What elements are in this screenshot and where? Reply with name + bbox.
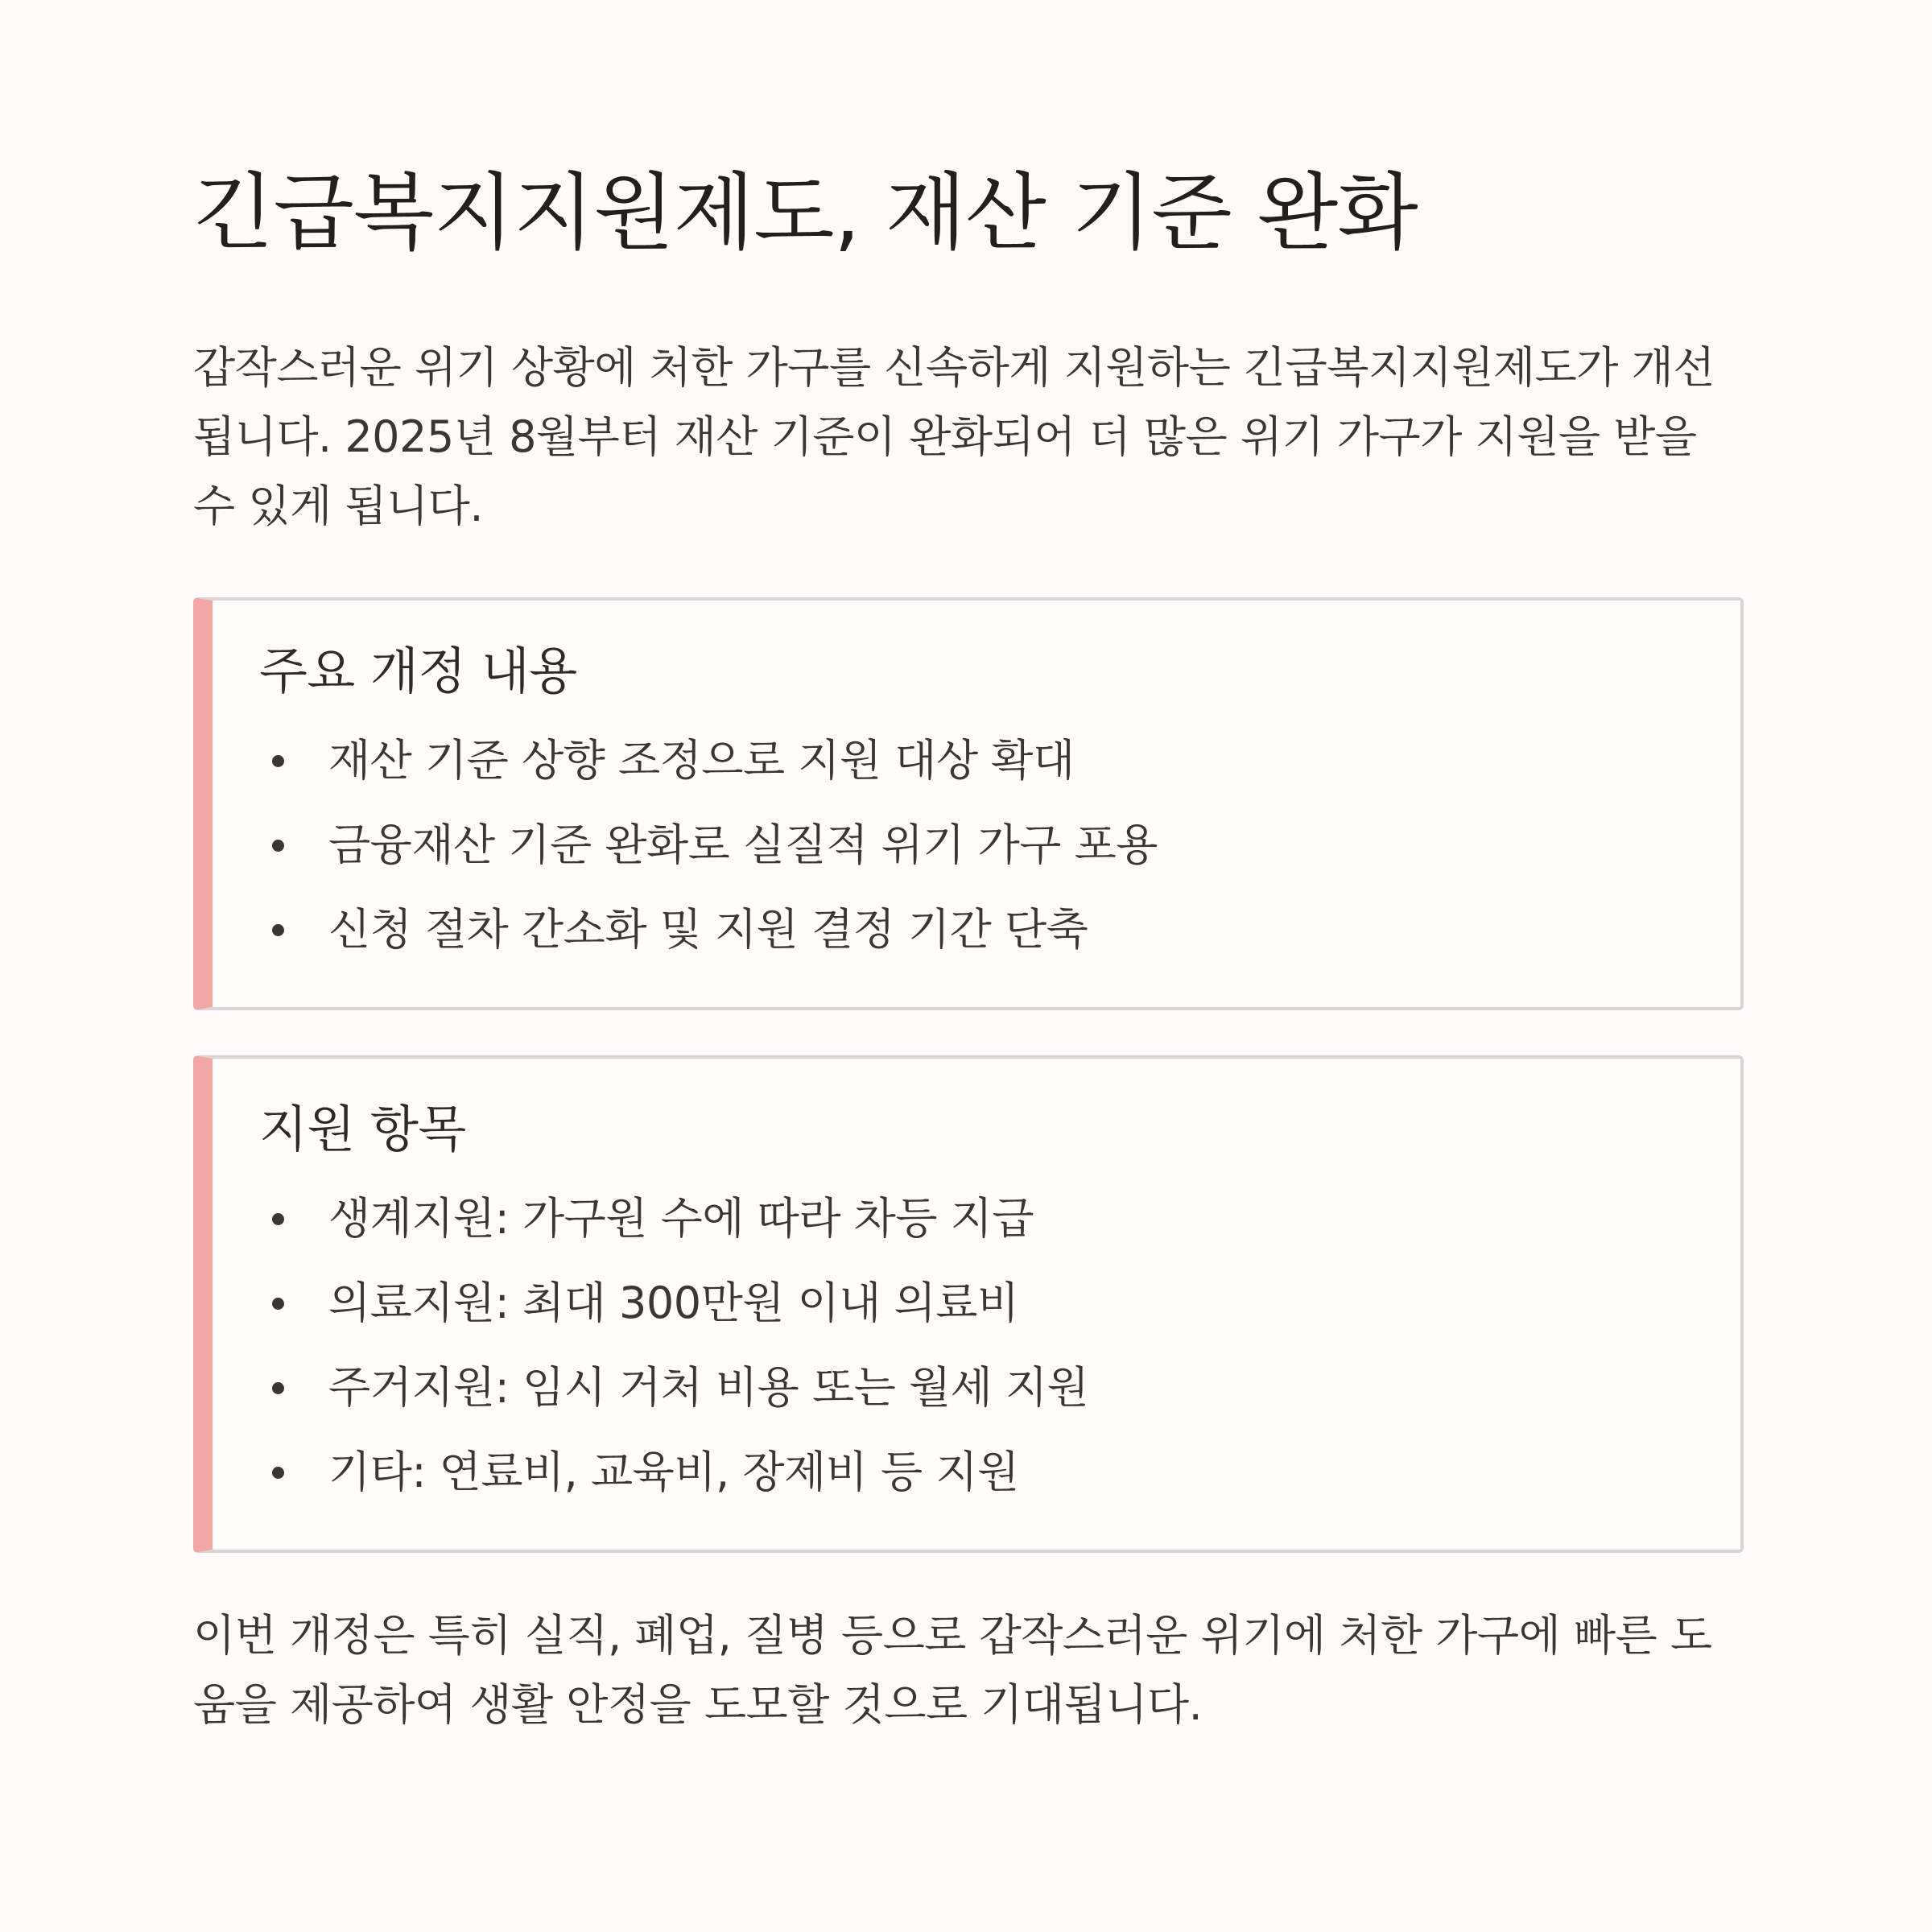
card-heading: 주요 개정 내용	[259, 642, 577, 700]
list-item	[259, 1430, 1692, 1514]
bullet-icon	[272, 840, 284, 852]
support-card	[193, 1055, 1744, 1553]
list-item-text: 신청 절차 간소화 및 지원 결정 기간 단축	[328, 904, 1088, 955]
revision-card	[193, 597, 1744, 1010]
list-item	[259, 1261, 1692, 1345]
bullet-icon	[272, 1298, 284, 1310]
bullet-icon	[272, 1467, 284, 1479]
list-item-text: 주거지원: 임시 거처 비용 또는 월세 지원	[328, 1362, 1089, 1413]
revision-list	[259, 718, 1692, 972]
list-item-text: 생계지원: 가구원 수에 따라 차등 지급	[328, 1193, 1034, 1244]
bullet-icon	[272, 755, 284, 767]
bullet-icon	[272, 924, 284, 936]
list-item-text: 금융재산 기준 완화로 실질적 위기 가구 포용	[328, 819, 1158, 870]
closing-paragraph: 이번 개정은 특히 실직, 폐업, 질병 등으로 갑작스러운 위기에 처한 가구에 빠른 도움을 제공하여 생활 안정을 도모할 것으로 기대됩니다.	[193, 1610, 1712, 1730]
intro-paragraph: 갑작스러운 위기 상황에 처한 가구를 신속하게 지원하는 긴급복지지원제도가 개선됩니다. 2025년 8월부터 재산 기준이 완화되어 더 많은 위기 가구가 지원을 받을 수 있게 됩니다.	[193, 342, 1715, 531]
list-item-text: 기타: 연료비, 교육비, 장제비 등 지원	[328, 1447, 1019, 1497]
list-item	[259, 718, 1692, 803]
support-list	[259, 1176, 1692, 1514]
list-item	[259, 803, 1692, 887]
bullet-icon	[272, 1213, 284, 1225]
bullet-icon	[272, 1382, 284, 1394]
list-item-text: 의료지원: 최대 300만원 이내 의료비	[328, 1278, 1019, 1328]
card-heading: 지원 항목	[259, 1100, 466, 1158]
page-title: 긴급복지지원제도, 재산 기준 완화	[193, 163, 1418, 262]
list-item-text: 재산 기준 상향 조정으로 지원 대상 확대	[328, 735, 1075, 786]
list-item	[259, 1176, 1692, 1261]
list-item	[259, 887, 1692, 972]
list-item	[259, 1345, 1692, 1430]
